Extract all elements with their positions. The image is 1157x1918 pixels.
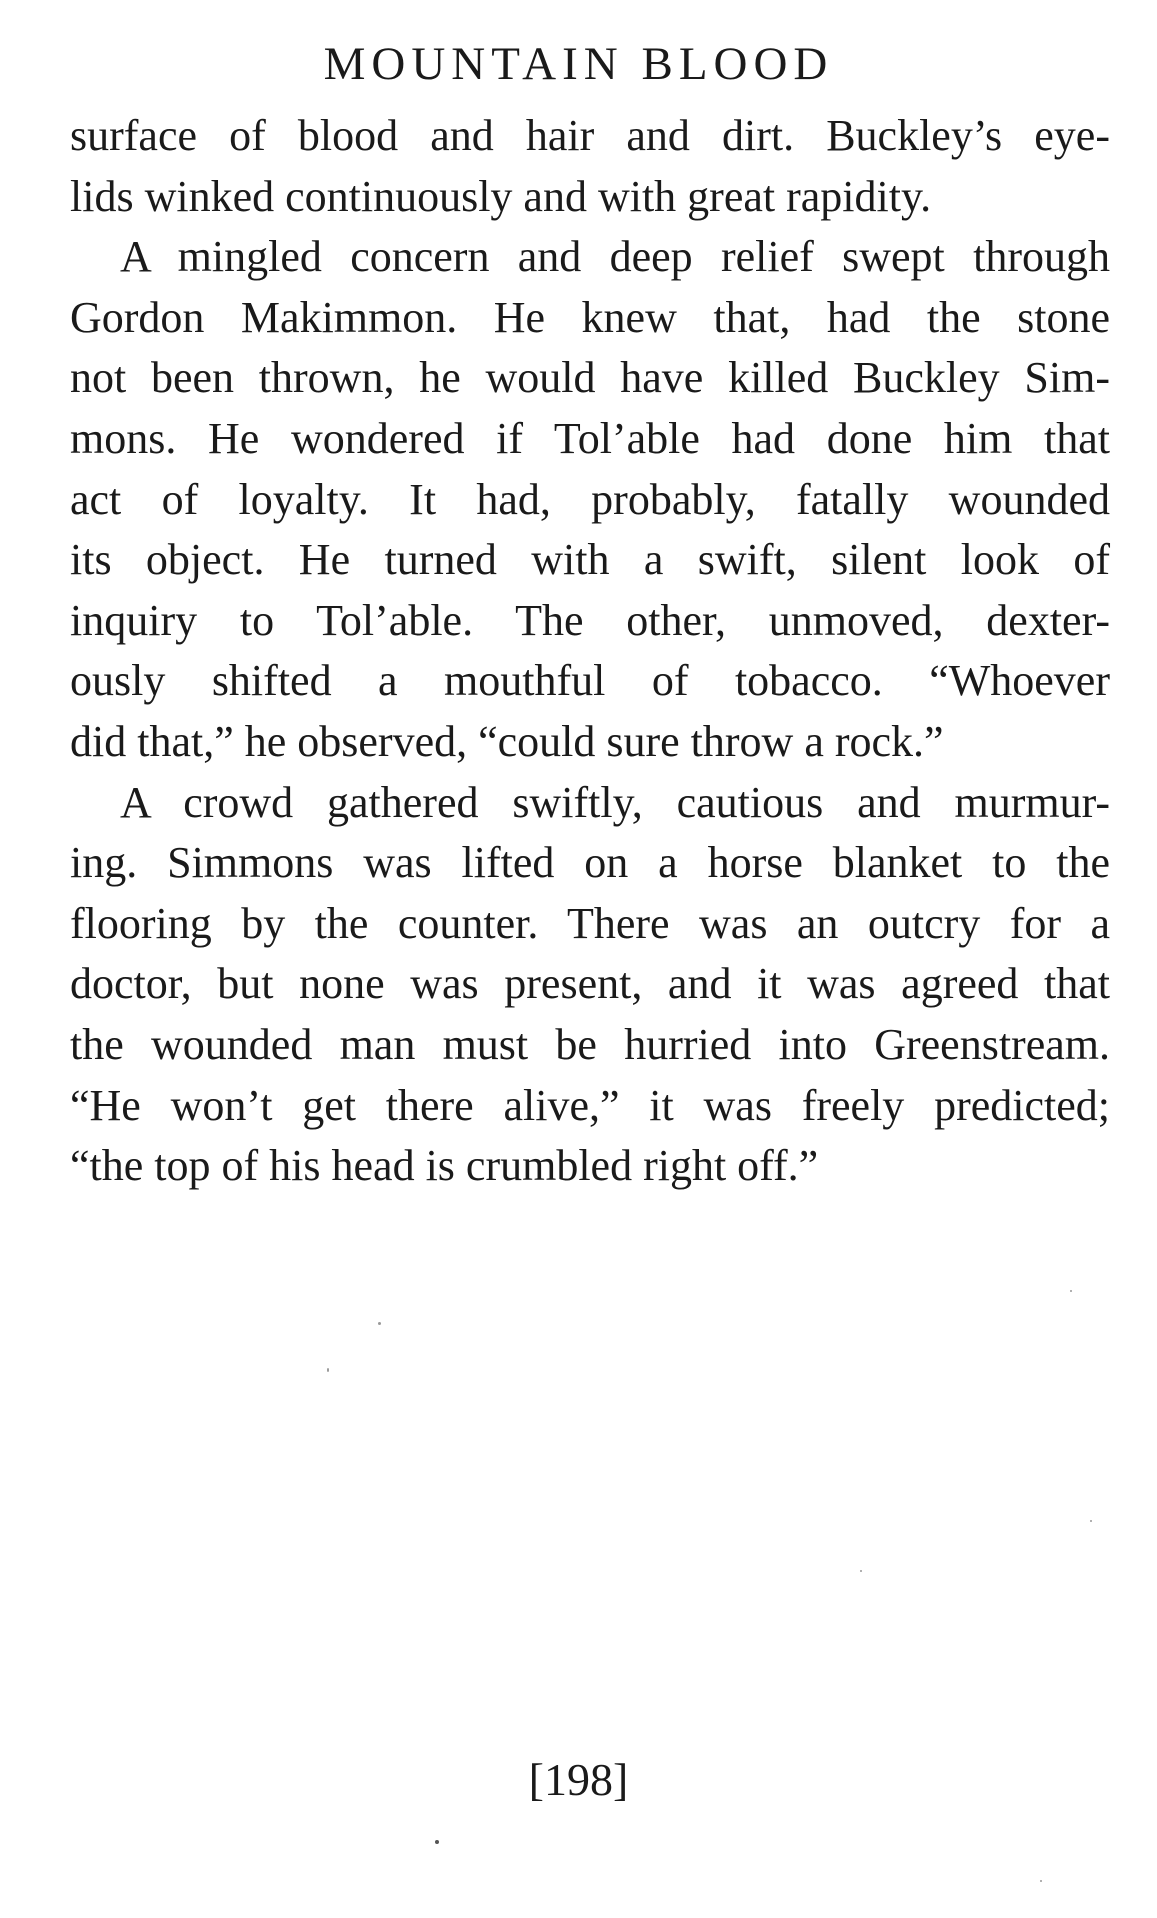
text-line: “the top of his head is crumbled right off.” xyxy=(70,1141,819,1191)
scan-speck xyxy=(1070,1290,1072,1292)
text-line: not been thrown, he would have killed Buckley Sim- xyxy=(70,353,1110,403)
text-line: A mingled concern and deep relief swept through xyxy=(120,232,1110,282)
scan-speck xyxy=(378,1322,381,1325)
text-line: flooring by the counter. There was an outcry for a xyxy=(70,898,1110,948)
text-line: doctor, but none was present, and it was agreed that xyxy=(70,959,1110,1009)
scan-speck xyxy=(860,1570,862,1572)
scan-speck xyxy=(1090,1520,1092,1522)
paragraph xyxy=(70,106,1110,227)
scan-speck xyxy=(435,1840,439,1844)
text-line: lids winked continuously and with great rapidity. xyxy=(70,171,932,221)
text-line: inquiry to Tol’able. The other, unmoved, dexter- xyxy=(70,595,1110,645)
paragraph xyxy=(70,773,1110,1197)
scan-speck xyxy=(327,1368,329,1372)
text-line: Gordon Makimmon. He knew that, had the stone xyxy=(70,292,1110,342)
scan-speck xyxy=(1040,1880,1042,1882)
running-head: MOUNTAIN BLOOD xyxy=(323,38,834,90)
body-text xyxy=(70,106,1110,1197)
text-line: “He won’t get there alive,” it was freely predicted; xyxy=(70,1080,1110,1130)
text-line: did that,” he observed, “could sure throw a rock.” xyxy=(70,716,944,766)
text-line: ing. Simmons was lifted on a horse blanket to the xyxy=(70,838,1110,888)
text-line: act of loyalty. It had, probably, fatally wounded xyxy=(70,474,1110,524)
text-line: the wounded man must be hurried into Greenstream. xyxy=(70,1019,1110,1069)
page-number: [198] xyxy=(528,1754,629,1805)
text-line: surface of blood and hair and dirt. Buckley’s eye- xyxy=(70,111,1110,160)
text-line: mons. He wondered if Tol’able had done him that xyxy=(70,413,1110,463)
paragraph xyxy=(70,227,1110,772)
text-line: ously shifted a mouthful of tobacco. “Whoever xyxy=(70,656,1110,706)
text-line: its object. He turned with a swift, silent look of xyxy=(70,535,1110,585)
text-line: A crowd gathered swiftly, cautious and murmur- xyxy=(120,777,1110,827)
